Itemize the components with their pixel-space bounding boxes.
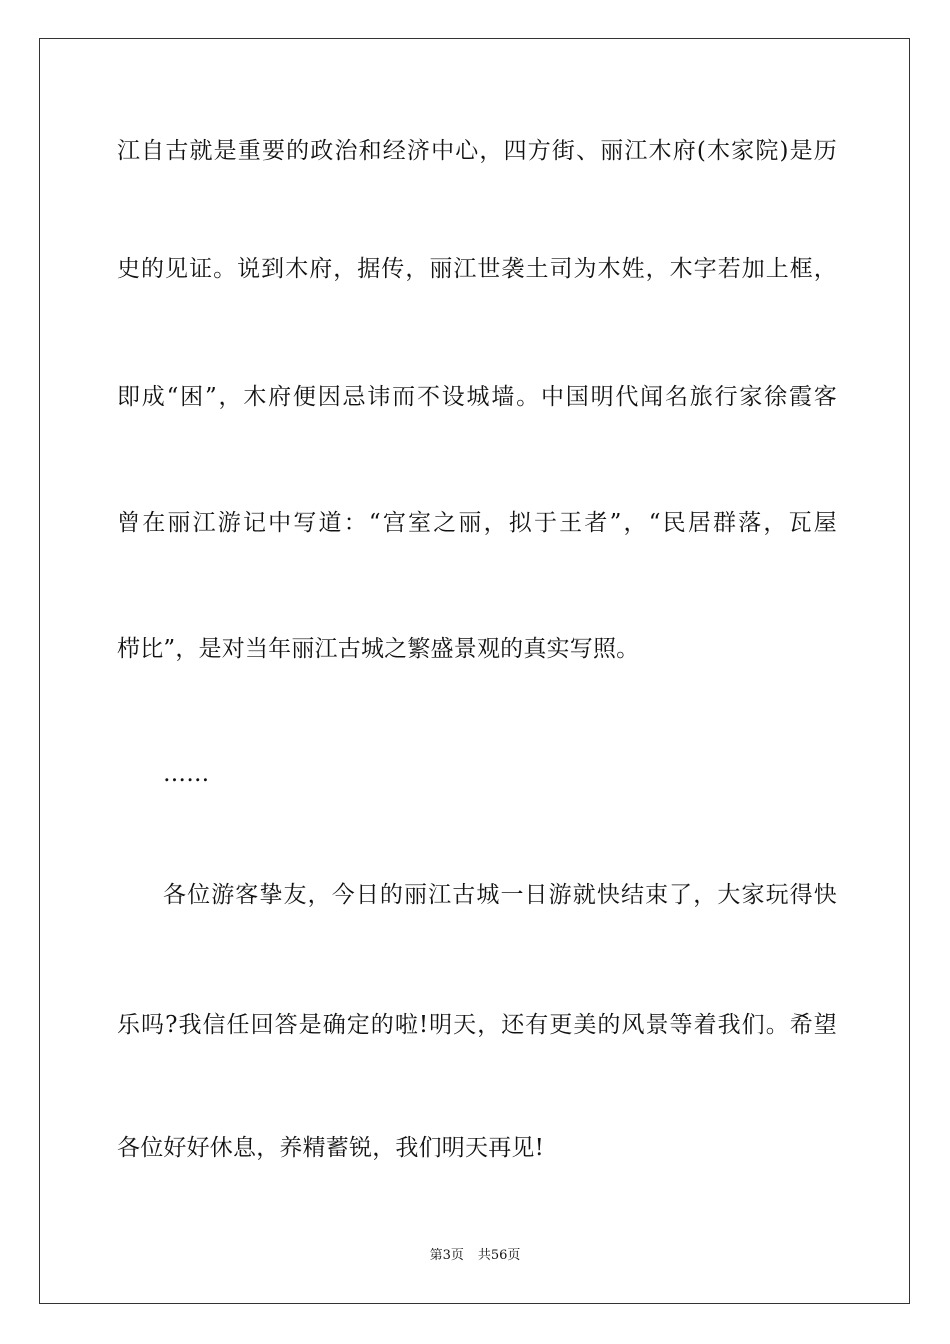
text-line: 栉比”，是对当年丽江古城之繁盛景观的真实写照。 bbox=[117, 636, 640, 662]
text-line: 曾在丽江游记中写道：“宫室之丽，拟于王者”，“民居群落，瓦屋 bbox=[117, 510, 837, 536]
text-line: 即成“困”，木府便因忌讳而不设城墙。中国明代闻名旅行家徐霞客 bbox=[117, 384, 837, 410]
page-border bbox=[39, 38, 910, 1304]
text-line: 史的见证。说到木府，据传，丽江世袭土司为木姓，木字若加上框， bbox=[117, 256, 837, 282]
text-line: 乐吗?我信任回答是确定的啦!明天，还有更美的风景等着我们。希望 bbox=[117, 1012, 837, 1038]
page-footer bbox=[0, 1248, 950, 1264]
page-number: 第3页 bbox=[429, 1248, 464, 1263]
page-total: 共56页 bbox=[477, 1248, 521, 1263]
text-line: 各位好好休息，养精蓄锐，我们明天再见! bbox=[117, 1135, 545, 1161]
ellipsis-line: …… bbox=[163, 761, 210, 787]
text-line: 各位游客挚友，今日的丽江古城一日游就快结束了，大家玩得快 bbox=[163, 882, 837, 908]
text-line: 江自古就是重要的政治和经济中心，四方街、丽江木府(木家院)是历 bbox=[117, 138, 837, 164]
